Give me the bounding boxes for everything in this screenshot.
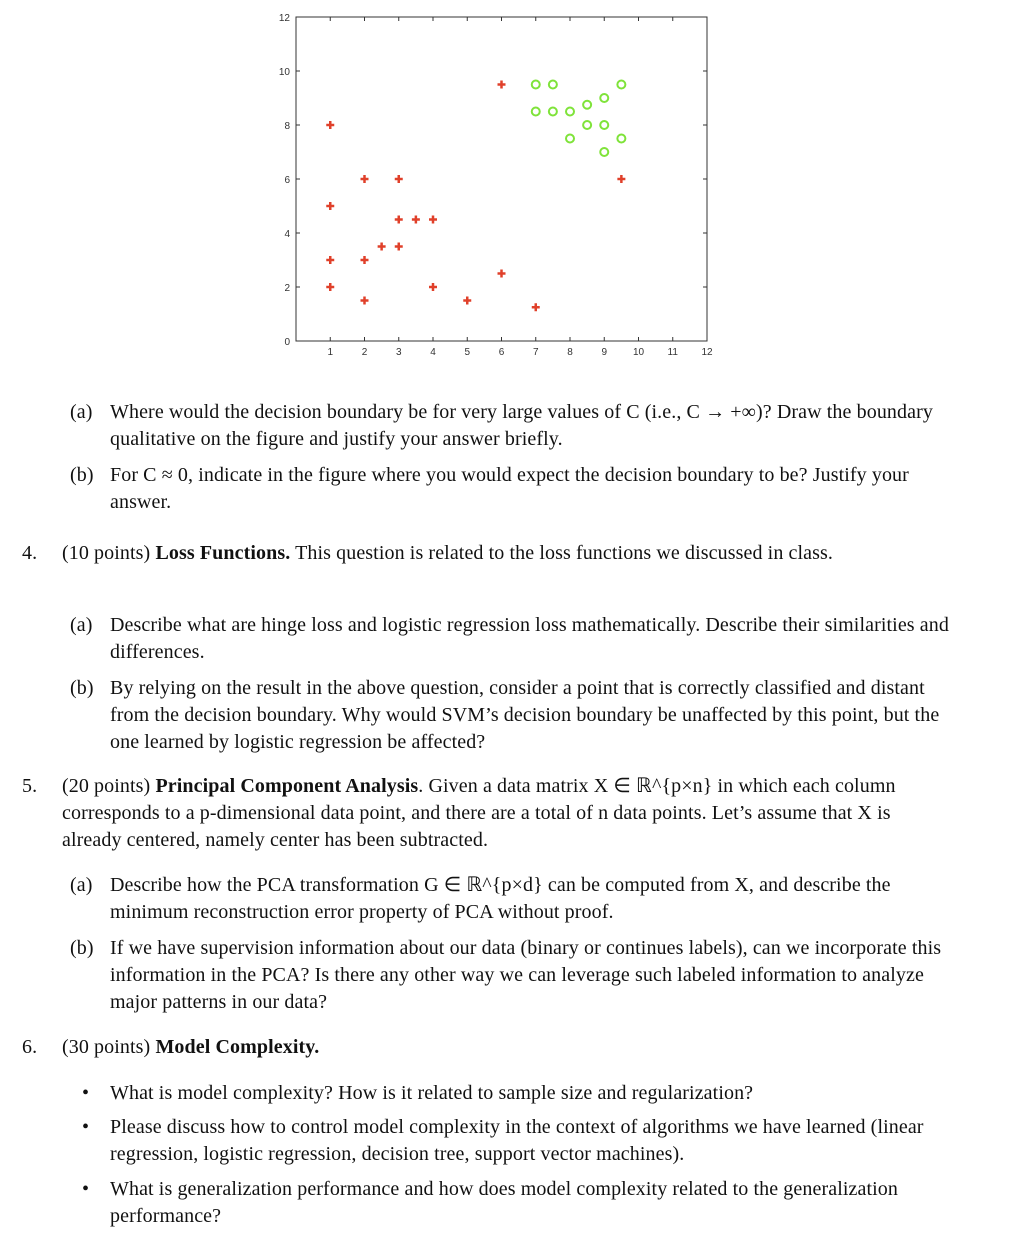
part-label: (a): [70, 614, 93, 636]
bullet-text: What is generalization performance and how does model complexity related to the generalization performance?: [110, 1178, 898, 1227]
question-number: 5.: [22, 775, 38, 797]
circle-marker: [549, 108, 557, 116]
svg-text:11: 11: [667, 347, 678, 358]
question-number: 4.: [22, 542, 38, 564]
svg-text:12: 12: [278, 13, 290, 24]
bullet-icon: •: [82, 1178, 90, 1200]
question-text: For C ≈ 0, indicate in the figure where you would expect the decision boundary to be? Justify your answer.: [110, 464, 909, 513]
q4-part-b: [70, 675, 950, 756]
points: (20 points): [62, 775, 151, 797]
question-text: If we have supervision information about our data (binary or continues labels), can we incorporate this information in the PCA? Is there any other way we can leverage such labeled information to analyze major patterns in our data?: [110, 937, 942, 1013]
svg-text:2: 2: [284, 283, 290, 294]
scatter-plot-svg: [255, 10, 725, 360]
bullet-icon: •: [82, 1082, 90, 1104]
circle-marker: [532, 108, 540, 116]
svg-text:2: 2: [361, 347, 368, 358]
question-title: Model Complexity.: [155, 1036, 320, 1058]
bullet-text: What is model complexity? How is it related to sample size and regularization?: [110, 1082, 754, 1104]
question-5: [22, 773, 947, 854]
svg-text:4: 4: [430, 347, 436, 358]
bullet-icon: •: [82, 1116, 90, 1138]
bullet-text: Please discuss how to control model complexity in the context of algorithms we have learned (linear regression, logistic regression, decision tree, support vector machines).: [110, 1116, 924, 1165]
circle-marker: [600, 121, 608, 129]
question-text: By relying on the result in the above question, consider a point that is correctly classified and distant from the decision boundary. Why would SVM’s decision boundary be unaffected by this point, but the one learned by logistic regression be affected?: [110, 677, 940, 753]
svg-text:7: 7: [532, 347, 539, 358]
q5-part-a: [70, 872, 950, 926]
scatter-plot: [255, 10, 725, 360]
circle-marker: [549, 81, 557, 89]
svg-text:8: 8: [284, 121, 290, 132]
svg-text:5: 5: [464, 347, 471, 358]
q6-bullet-1: [82, 1080, 952, 1107]
svg-text:10: 10: [632, 347, 645, 358]
q4-part-a: [70, 612, 950, 666]
circle-marker: [600, 148, 608, 156]
circle-marker: [600, 94, 608, 102]
question-text: This question is related to the loss functions we discussed in class.: [295, 542, 833, 564]
question-4: [22, 540, 947, 567]
q6-bullet-2: [82, 1114, 952, 1168]
part-label: (b): [70, 937, 94, 959]
circle-marker: [617, 81, 625, 89]
question-number: 6.: [22, 1036, 38, 1058]
question-text: Describe how the PCA transformation G ∈ ℝ^{p×d} can be computed from X, and describe the minimum reconstruction error property of PCA without proof.: [110, 874, 891, 923]
q5-part-b: [70, 935, 950, 1016]
q6-bullet-3: [82, 1176, 952, 1230]
part-label: (b): [70, 464, 94, 486]
question-6: [22, 1034, 947, 1061]
part-label: (a): [70, 401, 93, 423]
circle-marker: [566, 135, 574, 143]
points: (10 points): [62, 542, 151, 564]
svg-text:3: 3: [395, 347, 402, 358]
circle-marker: [617, 135, 625, 143]
part-label: (a): [70, 874, 93, 896]
svg-text:0: 0: [284, 337, 290, 348]
circle-marker: [583, 101, 591, 109]
question-text: Where would the decision boundary be for very large values of C (i.e., C → +∞)? Draw the boundary qualitative on the figure and justify your answer briefly.: [110, 401, 933, 450]
part-label: (b): [70, 677, 94, 699]
svg-text:6: 6: [284, 175, 290, 186]
points: (30 points): [62, 1036, 151, 1058]
svg-text:1: 1: [327, 347, 334, 358]
svg-text:12: 12: [701, 347, 713, 358]
question-title: Principal Component Analysis: [155, 775, 419, 797]
q3-part-b: [70, 462, 950, 516]
svg-text:4: 4: [284, 229, 290, 240]
svg-text:8: 8: [567, 347, 573, 358]
svg-text:6: 6: [498, 347, 505, 358]
circle-marker: [532, 81, 540, 89]
svg-text:10: 10: [278, 67, 290, 78]
question-text: Describe what are hinge loss and logistic regression loss mathematically. Describe their similarities and differences.: [110, 614, 949, 663]
svg-text:9: 9: [601, 347, 608, 358]
question-title: Loss Functions.: [155, 542, 291, 564]
q3-part-a: [70, 399, 950, 453]
circle-marker: [583, 121, 591, 129]
question-text: . Given a data matrix X ∈ ℝ^{p×n} in which each column corresponds to a p-dimensional data point, and there are a total of n data points. Let’s assume that X is already centered, namely center has been subtracted.: [62, 775, 896, 851]
circle-marker: [566, 108, 574, 116]
